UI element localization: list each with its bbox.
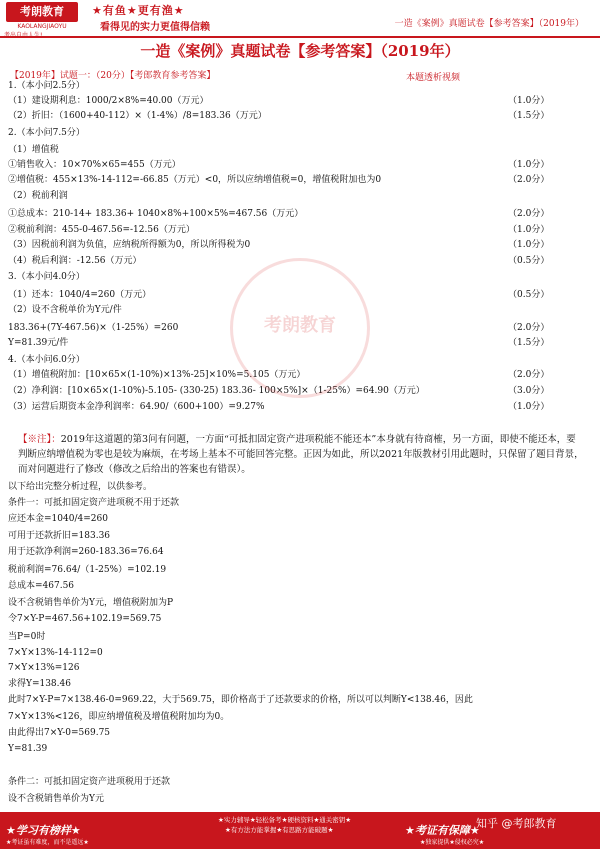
zhihu-watermark: 知乎 @考郎教育: [476, 817, 557, 830]
work-line: 以下给出完整分析过程，以供参考。: [8, 482, 153, 492]
work-line: 税前利润=76.64/（1-25%）=102.19: [8, 565, 167, 575]
score-label: （1.0分）: [508, 160, 550, 170]
work-line: 7×Y×13%=126: [8, 663, 80, 673]
answer-line: Y=81.39元/件: [8, 338, 69, 348]
answer-line: （2）净利润：[10×65×(1-10%)-5.105- (330-25) 183.36- 100×5%]×（1-25%）=64.90（万元）: [8, 386, 425, 396]
answer-line: （2）设不含税单价为Y元/件: [8, 305, 122, 315]
score-label: （2.0分）: [508, 370, 550, 380]
work-line: Y=81.39: [8, 744, 48, 754]
answer-line: （1）增值税附加：[10×65×(1-10%)×13%-25]×10%=5.105（万元）: [8, 370, 306, 380]
video-link[interactable]: 本题透析视频: [406, 73, 461, 83]
work-line: 由此得出7×Y-0=569.75: [8, 728, 111, 738]
footer-mid-1: ★实力辅导★轻松备考★硬核资料★通关密钥★: [218, 816, 352, 824]
work-line: 此时7×Y-P=7×138.46-0=969.22，大于569.75，即价格高于了还款要求的价格，所以可以判断Y<138.46，因此: [8, 695, 473, 705]
answer-line: 4.（本小问6.0分）: [8, 355, 85, 365]
answer-line: （1）增值税: [8, 145, 59, 155]
score-label: （0.5分）: [508, 290, 550, 300]
footer-left-sub: ★考证虽有难度，而不是遥远★: [6, 839, 89, 846]
header-divider: [0, 36, 600, 38]
answer-line: ②增值税：455×13%-14-112=-66.85（万元）<0，所以应纳增值税=0，增值税附加也为0: [8, 175, 382, 185]
answer-line: ②税前利润：455-0-467.56=-12.56（万元）: [8, 225, 195, 235]
score-label: （1.5分）: [508, 111, 550, 121]
score-label: （3.0分）: [508, 386, 550, 396]
answer-line: （1）建设期利息：1000/2×8%=40.00（万元）: [8, 96, 209, 106]
score-label: （1.0分）: [508, 225, 550, 235]
watermark-logo: 考朗教育: [264, 315, 336, 336]
answer-line: ①总成本：210-14+ 183.36+ 1040×8%+100×5%=467.56（万元）: [8, 209, 304, 219]
work-line: 可用于还款折旧=183.36: [8, 531, 111, 541]
score-label: （0.5分）: [508, 256, 550, 266]
work-line: 条件二：可抵扣固定资产进项税用于还款: [8, 777, 171, 787]
answer-line: ①销售收入：10×70%×65=455（万元）: [8, 160, 181, 170]
work-line: 设不含税销售单价为Y元: [8, 794, 104, 804]
score-label: （2.0分）: [508, 323, 550, 333]
page-title: 一造《案例》真题试卷【参考答案】（2019年）: [140, 42, 460, 60]
work-line: 用于还款净利润=260-183.36=76.64: [8, 547, 164, 557]
answer-line: 1.（本小问2.5分）: [8, 81, 85, 91]
work-line: 应还本金=1040/4=260: [8, 514, 108, 524]
page-header: [0, 0, 600, 40]
score-label: （1.0分）: [508, 96, 550, 106]
answer-line: （2）折旧：（1600+40-112）×（1-4%）/8=183.36（万元）: [8, 111, 267, 121]
header-doc-title: 一造《案例》真题试卷【参考答案】（2019年）: [394, 19, 584, 29]
work-line: 当P=0时: [8, 632, 46, 642]
work-line: 7×Y×13%-14-112=0: [8, 648, 103, 658]
score-label: （2.0分）: [508, 175, 550, 185]
answer-line: （3）因税前利润为负值，应纳税所得额为0，所以所得税为0: [8, 240, 251, 250]
score-label: （2.0分）: [508, 209, 550, 219]
answer-line: 183.36+(7Y-467.56)×（1-25%）=260: [8, 323, 179, 333]
answer-line: （1）还本：1040/4=260（万元）: [8, 290, 152, 300]
logo-text: 考朗教育: [6, 2, 78, 22]
score-label: （1.0分）: [508, 402, 550, 412]
score-label: （1.0分）: [508, 240, 550, 250]
section-heading: 【2019年】试题一：（20分）【考郎教育参考答案】: [10, 71, 216, 81]
work-line: 总成本=467.56: [8, 581, 75, 591]
logo-subtext: KAOLANGJIAOYU: [17, 23, 67, 30]
footer-mid-2: ★有方法方能掌握★有思路方能破题★: [225, 826, 334, 834]
work-line: 7×Y×13%<126，即应纳增值税及增值税附加均为0。: [8, 712, 230, 722]
score-label: （1.5分）: [508, 338, 550, 348]
note-label: 【※注】：: [18, 434, 61, 445]
work-line: 令7×Y-P=467.56+102.19=569.75: [8, 614, 162, 624]
work-line: 求得Y=138.46: [8, 679, 71, 689]
answer-line: 3.（本小问4.0分）: [8, 272, 85, 282]
footer-right-slogan: ★考证有保障★: [405, 824, 480, 837]
answer-line: （4）税后利润：-12.56（万元）: [8, 256, 142, 266]
slogan-bottom: 看得见的实力更值得信赖: [100, 22, 210, 33]
work-line: 条件一：可抵扣固定资产进项税不用于还款: [8, 498, 180, 508]
note-text: 2019年这道题的第3问有问题，一方面“可抵扣固定资产进项税能不能还本”本身就有待商榷，另一方面，即使不能还本，要判断应纳增值税为零也是较为麻烦，在考场上基本不可能回答完整。正因为如此，所以2021年版教材引用此题时，只保留了题目背景，而对问题进行了修改（修改之后给出的答案也有错误）。: [18, 434, 584, 475]
answer-line: （3）运营后期资本金净利润率：64.90/（600+100）=9.27%: [8, 402, 265, 412]
answer-line: 2.（本小问7.5分）: [8, 128, 85, 138]
note-paragraph: [18, 432, 584, 477]
slogan-top: ★有鱼★更有渔★: [92, 4, 185, 17]
footer-left-slogan: ★学习有榜样★: [6, 824, 81, 837]
work-line: 设不含税销售单价为Y元，增值税附加为P: [8, 598, 173, 608]
footer-right-sub: ★独家提供★侵权必究★: [420, 839, 485, 846]
answer-line: （2）税前利润: [8, 191, 68, 201]
